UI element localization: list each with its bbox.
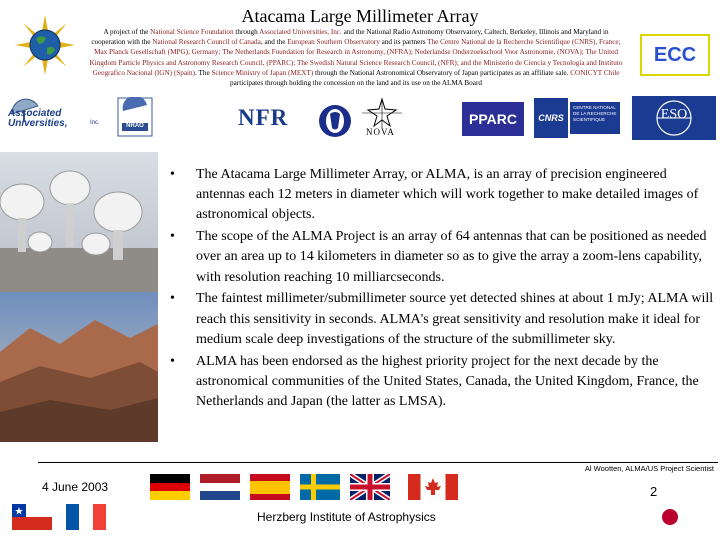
cnrs-banner [570, 102, 620, 134]
nfr-logo: NFR [238, 105, 289, 130]
pparc-logo-label: PPARC [469, 111, 517, 127]
bullet-text: The faintest millimeter/submillimeter source yet detected shines at about 1 mJy; ALMA will reach this sensitivity in seconds. ALMA's great sensitivity and resolution make it ideal for medium scale deep investigations of the structure of the submillimeter sky. [196, 291, 714, 347]
institute-name: Herzberg Institute of Astrophysics [257, 510, 436, 524]
footer-divider [38, 462, 718, 463]
flag-spain [250, 474, 290, 500]
nrao-logo-label: NRAO [126, 123, 144, 129]
bullet-marker: • [170, 291, 175, 307]
flag-united-kingdom [350, 474, 390, 500]
japan-link[interactable]: Science Ministry of Japan (MEXT) [211, 68, 314, 77]
preamble-text: and its partners [379, 38, 428, 47]
flag-france [66, 504, 106, 530]
ecc-badge [640, 34, 710, 76]
bullet-marker: • [170, 167, 175, 182]
flag-japan [650, 504, 690, 530]
flag-canada [408, 474, 458, 500]
eso-link[interactable]: European Southern Observatory [287, 38, 380, 47]
bullet-list [170, 165, 715, 414]
alma-antennas-photo [0, 152, 158, 442]
project-preamble [88, 27, 624, 88]
minerva-icon [318, 104, 352, 138]
preamble-text: , and the [260, 38, 288, 47]
flag-germany [150, 474, 190, 500]
cnrs-logo-subtitle: CENTRE NATIONAL DE LA RECHERCHE SCIENTIFIQUE [573, 105, 617, 122]
list-item [170, 352, 715, 413]
aui-link[interactable]: Associated Universities, Inc. [259, 28, 342, 36]
flag-netherlands [200, 474, 240, 500]
nrao-logo [117, 97, 153, 137]
aui-logo-line2: Universities, [8, 118, 68, 129]
preamble-text: through the National Astronomical Observatory of Japan participates as an affiliate sale. [313, 68, 571, 77]
bullet-text: ALMA has been endorsed as the highest priority project for the next decade by the astronomical communities of the United States, Canada, the United Kingdom, France, the Netherlands and Japan (the latter as LMSA). [196, 353, 699, 410]
cnrs-logo [534, 98, 620, 138]
preamble-text: and the National Radio Astronomy Observatory, Caltech, Berkeley, Illinois and Maryland in cooperation with the [91, 28, 609, 47]
flag-sweden [300, 474, 340, 500]
bullet-marker: • [170, 353, 175, 369]
slide-date: 4 June 2003 [42, 480, 109, 494]
aui-logo [4, 96, 108, 138]
flag-chile [12, 504, 52, 530]
pparc-logo [462, 102, 524, 136]
preamble-text: A project of the [103, 28, 151, 36]
page-title: Atacama Large Millimeter Array [241, 6, 479, 26]
partners-link[interactable]: The Centre National de la Recherche Scientifique (CNRS), France; Max Planck Gesellschaft (MPG), Germany; The Netherlands Foundation for Research in Astronomy, (NFRA); Nederlandse Onderzoekschool Voor Astronomie, (NOVA); The United Kingdom Particle Physics and Astronomy Research Council, (PPARC); The Swedish Natural Science Research Council, (NFR); and the Ministerio de Ciencia y Tecnologia and Instituto Geografico Nacional (IGN) (Spain) [89, 38, 623, 77]
nova-logo-label: NOVA [366, 127, 395, 137]
conicyt-link[interactable]: CONICYT Chile [570, 68, 620, 77]
author-credit: Al Wootten, ALMA/US Project Scientist [584, 464, 714, 473]
page-number: 2 [650, 484, 658, 499]
list-item [170, 227, 715, 288]
nrc-link[interactable]: National Research Council of Canada [152, 38, 261, 47]
bullet-text: The scope of the ALMA Project is an array of 64 antennas that can be positioned as needed over an area up to 14 kilometers in diameter so as to give the array a zoom-lens capability, with resolution reaching 10 milliarcseconds. [196, 229, 707, 285]
bullet-text: The Atacama Large Millimeter Array, or ALMA, is an array of precision engineered antennas each 12 meters in diameter which will work together to make detailed images of astronomical objects. [196, 167, 699, 223]
preamble-text: participates through holding the concession on the land and its use on the ALMA Board [230, 79, 482, 88]
list-item [170, 165, 715, 226]
nsf-link[interactable]: National Science Foundation [150, 28, 234, 36]
eso-logo-label: ESO [660, 107, 688, 122]
aui-logo-suffix: Inc. [90, 120, 100, 126]
bullet-marker: • [170, 229, 175, 245]
aui-logo-line1: Associated [8, 108, 62, 119]
cnrs-logo-label: CNRS [538, 113, 564, 123]
nova-logo [360, 98, 404, 140]
nrao-dish-icon [117, 97, 153, 137]
nsf-globe-logo [14, 14, 76, 76]
nova-star-icon [360, 98, 404, 128]
ecc-badge-label: ECC [653, 43, 697, 66]
list-item [170, 289, 715, 350]
preamble-text: . The [195, 68, 212, 77]
eso-logo [632, 96, 716, 140]
cnrs-emblem [534, 98, 568, 138]
preamble-text: through [233, 28, 260, 36]
mpg-logo [318, 104, 352, 138]
